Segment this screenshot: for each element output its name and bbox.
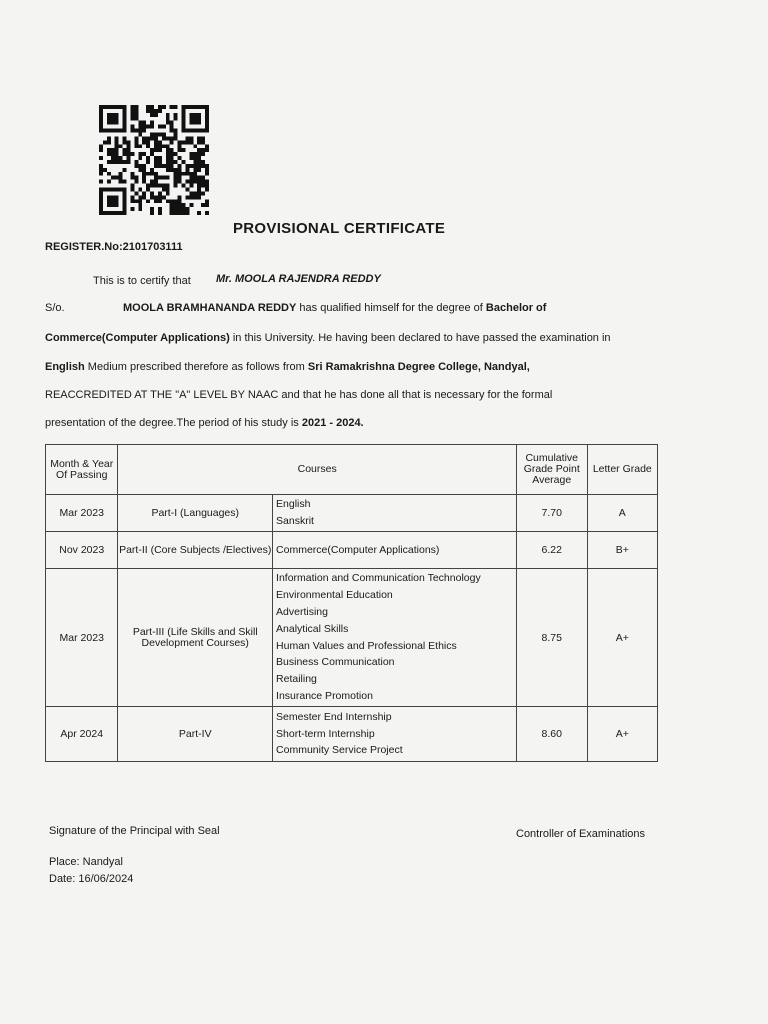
course-name: Advertising: [276, 605, 328, 618]
course-name: Analytical Skills: [276, 622, 349, 635]
controller-label: Controller of Examinations: [516, 828, 646, 840]
grades-table: [45, 444, 658, 762]
paragraph-line-5: [45, 417, 657, 429]
header-month: Month & Year Of Passing: [46, 445, 118, 495]
qr-code-icon: [98, 105, 210, 215]
row-courses: [273, 569, 517, 707]
degree-name-part1: Bachelor of: [485, 302, 547, 314]
row-courses: [273, 495, 517, 532]
course-name: Information and Communication Technology: [276, 572, 481, 585]
row-cgpa: 7.70: [516, 495, 587, 532]
course-name: Short-term Internship: [276, 727, 375, 740]
period-text: presentation of the degree.The period of his study is: [45, 417, 299, 429]
row-month: Apr 2024: [46, 707, 118, 762]
course-name: Business Communication: [276, 656, 395, 669]
degree-name-part2: Commerce(Computer Applications): [45, 332, 230, 344]
row-cgpa: 8.60: [516, 707, 587, 762]
date-label: Date: 16/06/2024: [49, 873, 134, 885]
row-month: Mar 2023: [46, 569, 118, 707]
table-header-row: [46, 445, 658, 495]
course-name: Insurance Promotion: [276, 689, 373, 702]
prescribed-text: Medium prescribed therefore as follows from: [87, 361, 305, 373]
medium-text: English: [45, 361, 85, 373]
qualified-text: has qualified himself for the degree of: [299, 302, 483, 314]
row-month: Nov 2023: [46, 532, 118, 569]
row-grade: B+: [587, 532, 657, 569]
register-number: REGISTER.No:2101703111: [45, 241, 183, 253]
header-courses: Courses: [118, 445, 516, 495]
father-name: MOOLA BRAMHANANDA REDDY: [123, 302, 297, 314]
place-label: Place: Nandyal: [49, 856, 123, 868]
paragraph-line-4: REACCREDITED AT THE "A" LEVEL BY NAAC and that he has done all that is necessary for the formal: [45, 389, 553, 401]
row-part: Part-III (Life Skills and Skill Development Courses): [118, 569, 273, 707]
paragraph-line-1: [45, 302, 657, 314]
row-month: Mar 2023: [46, 495, 118, 532]
row-cgpa: 8.75: [516, 569, 587, 707]
row-courses: [273, 707, 517, 762]
paragraph-line-2: [45, 332, 657, 344]
table-row: [46, 532, 658, 569]
course-name: English: [276, 498, 311, 511]
course-name: Semester End Internship: [276, 710, 392, 723]
header-letter-grade: Letter Grade: [587, 445, 657, 495]
course-name: Retailing: [276, 673, 317, 686]
row-part: Part-I (Languages): [118, 495, 273, 532]
course-name: Human Values and Professional Ethics: [276, 639, 457, 652]
course-name: Sanskrit: [276, 515, 314, 527]
study-period: 2021 - 2024.: [301, 417, 364, 429]
college-name: Sri Ramakrishna Degree College, Nandyal,: [307, 361, 530, 373]
table-row: [46, 495, 658, 532]
row-courses: [273, 532, 517, 569]
table-row: [46, 569, 658, 707]
university-text: in this University. He having been declared to have passed the examination in: [232, 332, 611, 344]
certify-text: This is to certify that: [93, 275, 191, 287]
so-label: S/o.: [45, 302, 65, 314]
row-grade: A: [587, 495, 657, 532]
row-grade: A+: [587, 707, 657, 762]
certificate-title: PROVISIONAL CERTIFICATE: [233, 220, 446, 237]
row-cgpa: 6.22: [516, 532, 587, 569]
table-row: [46, 707, 658, 762]
course-name: Commerce(Computer Applications): [276, 543, 440, 556]
header-cgpa: Cumulative Grade Point Average: [516, 445, 587, 495]
row-part: Part-II (Core Subjects /Electives): [118, 532, 273, 569]
student-name: Mr. MOOLA RAJENDRA REDDY: [216, 273, 381, 285]
paragraph-line-3: [45, 361, 657, 373]
row-part: Part-IV: [118, 707, 273, 762]
row-grade: A+: [587, 569, 657, 707]
course-name: Environmental Education: [276, 589, 393, 602]
principal-signature-label: Signature of the Principal with Seal: [49, 825, 220, 837]
course-name: Community Service Project: [276, 744, 403, 757]
